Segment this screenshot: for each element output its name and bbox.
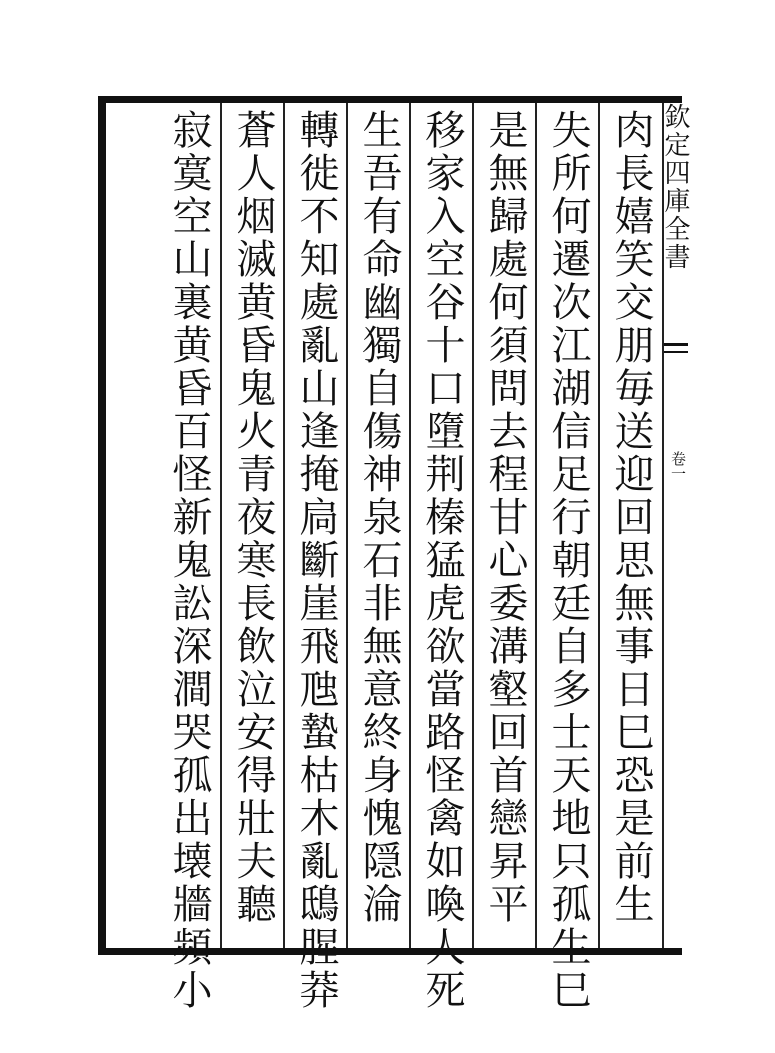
text-column-4 [411, 103, 473, 1012]
frame-top-border [98, 96, 682, 103]
text-column-3 [474, 103, 536, 948]
text-column-7 [222, 103, 284, 948]
series-title: 欽定四庫全書 [660, 103, 690, 271]
column-text: 肉長嬉笑交朋毎送迎回思無事日巳恐是前生 [608, 109, 654, 926]
column-text: 寂寞空山裏黄昏百怪新鬼訟深澗哭孤出壊牆頻小 [166, 109, 212, 1012]
column-text: 轉徙不知處亂山逢掩扃斷崖飛虺蟄枯木亂鴟腥莽 [293, 109, 339, 1012]
text-column-2 [537, 103, 599, 1012]
text-column-6 [285, 103, 347, 1012]
column-rule [220, 103, 222, 948]
column-text: 移家入空谷十口墮荆榛猛虎欲當路怪禽如喚人死 [419, 109, 465, 1012]
column-text: 是無歸處何須問去程甘心委溝壑回首戀昇平 [482, 109, 528, 926]
page-fold-strip [662, 103, 688, 948]
column-text: 蒼人烟滅黄昏鬼火青夜寒長飲泣安得壯夫聽 [230, 109, 276, 926]
column-text: 生吾有命幽獨自傷神泉石非無意終身愧隠淪 [356, 109, 402, 926]
text-block [106, 103, 662, 1012]
text-column-5 [348, 103, 410, 948]
text-column-1 [600, 103, 662, 948]
volume-label: 卷一 [669, 451, 687, 481]
frame-left-border [98, 96, 106, 955]
column-text: 失所何遷次江湖信足行朝廷自多士天地只孤生巳 [545, 109, 591, 1012]
fishtail-mark [664, 343, 688, 353]
text-column-8 [158, 103, 220, 1012]
